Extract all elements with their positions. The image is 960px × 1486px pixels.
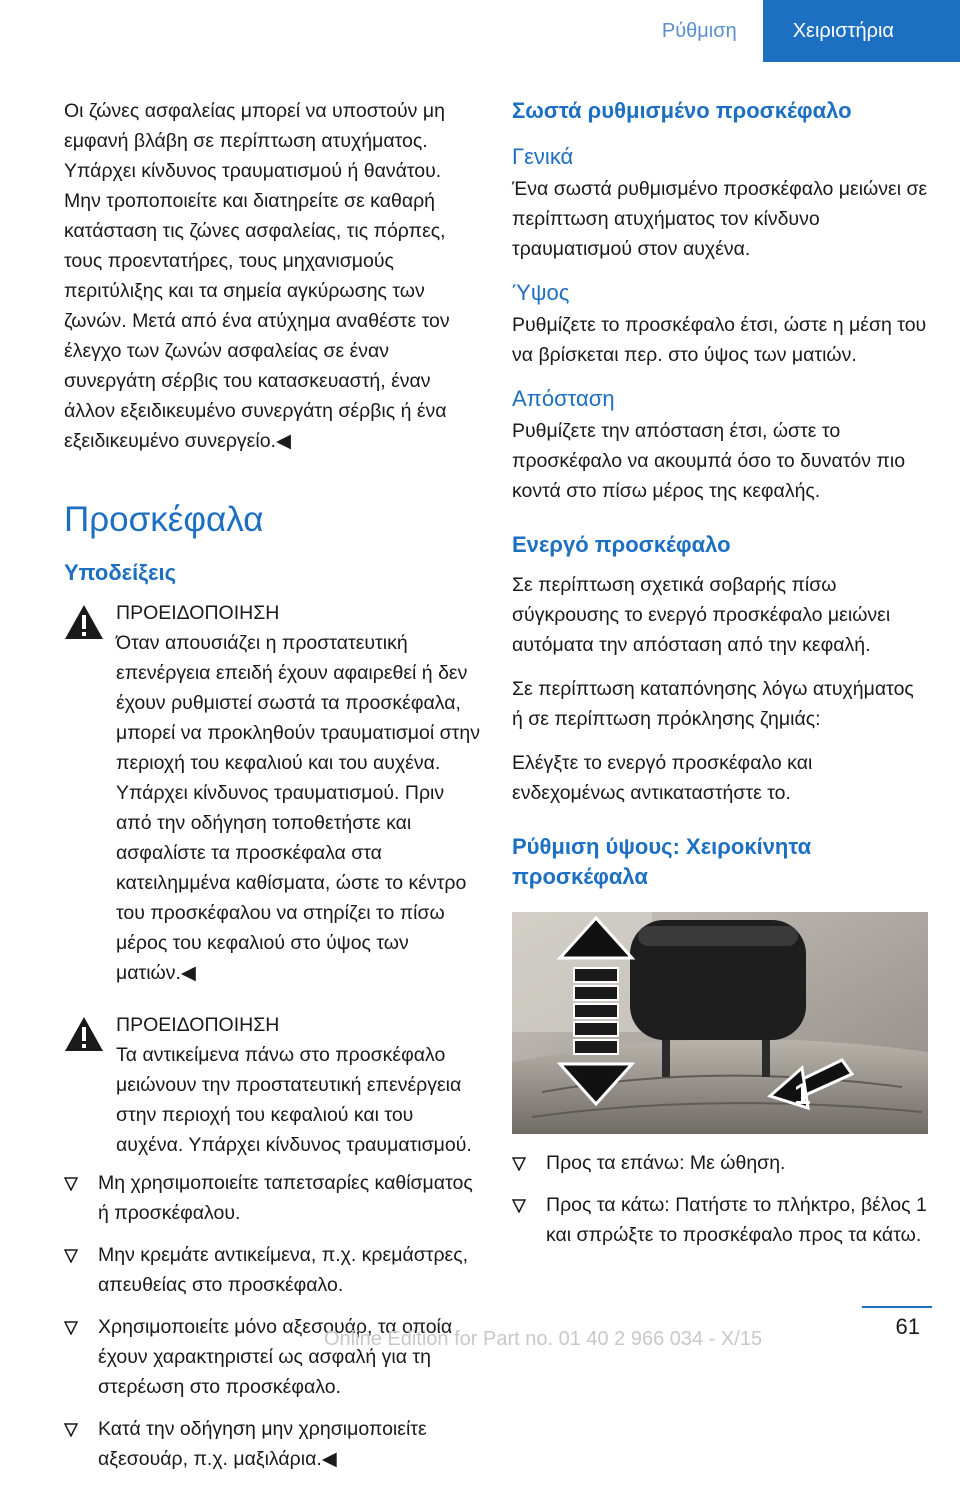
active-text-2: Σε περίπτωση καταπόνησης λόγω ατυχήματος ή σε περίπτωση πρόκλησης ζημιάς: <box>512 678 914 730</box>
list-item-text: Προς τα επάνω: Με ώθηση. <box>546 1152 786 1174</box>
tab-chapter[interactable]: Χειριστήρια <box>763 0 960 62</box>
distance-text: Ρυθμίζετε την απόσταση έτσι, ώστε το προσκέφαλο να ακουμπά όσο το δυνατόν πιο κοντά στο πίσω μέρος της κεφαλής. <box>512 420 906 502</box>
list-item-text: Χρησιμοποιείτε μόνο αξεσουάρ, τα οποία έχουν χαρακτηριστεί ως ασφαλή για τη στερέωση στο προσκέφαλο. <box>98 1316 453 1398</box>
triangle-bullet-icon <box>64 1321 78 1335</box>
subsection-title: Υποδείξεις <box>64 560 177 585</box>
list-item-text: Μην κρεμάτε αντικείμενα, π.χ. κρεμάστρες, απευθείας στο προσκέφαλο. <box>98 1244 469 1296</box>
warning-icon <box>64 1016 104 1052</box>
warning-text: Όταν απουσιάζει η προστατευτική επενέργεια επειδή έχουν αφαιρεθεί ή δεν έχουν ρυθμιστεί σωστά τα προσκέφαλα, μπορεί να προκληθούν τραυματισμοί στην περιοχή του κεφαλιού και του αυχένα. Υπάρχει κίνδυνος τραυματισμού. Πριν από την οδήγηση τοποθετήστε και ασφαλίστε τα προσκέφαλα στα κατειλημμένα καθίσματα, ώστε το κέντρο του προσκέφαλου να στηρίζει το πίσω μέρος του κεφαλιού στο ύψος των ματιών.◀ <box>116 632 480 984</box>
warning-block-1 <box>64 598 480 988</box>
active-text-1: Σε περίπτωση σχετικά σοβαρής πίσω σύγκρουσης το ενεργό προσκέφαλο μειώνει αυτόματα την απόσταση από την κεφαλή. <box>512 574 891 656</box>
list-item <box>512 1190 928 1250</box>
triangle-bullet-icon <box>64 1177 78 1191</box>
heading-correct-headrest: Σωστά ρυθμισμένο προσκέφαλο <box>512 98 852 123</box>
triangle-bullet-icon <box>512 1199 526 1213</box>
page-header <box>636 0 960 62</box>
warning-label: ΠΡΟΕΙΔΟΠΟΙΗΣΗ <box>116 602 280 624</box>
triangle-bullet-icon <box>64 1249 78 1263</box>
accessory-list <box>64 1168 480 1474</box>
list-item <box>64 1240 480 1300</box>
list-item-text: Κατά την οδήγηση μην χρησιμοποιείτε αξεσουάρ, π.χ. μαξιλάρια.◀ <box>98 1418 427 1470</box>
warning-icon <box>64 604 104 640</box>
list-item <box>64 1312 480 1402</box>
intro-paragraph: Οι ζώνες ασφαλείας μπορεί να υποστούν μη εμφανή βλάβη σε περίπτωση ατυχήματος. Υπάρχει κίνδυνος τραυματισμού ή θανάτου. Μην τροποποιείτε και διατηρείτε σε καθαρή κατάσταση τις ζώνες ασφαλείας, τις πόρπες, τους προεντατήρες, τους μηχανισμούς περιτύλιξης και τα σημεία αγκύρωσης των ζωνών. Μετά από ένα ατύχημα αναθέστε τον έλεγχο των ζωνών ασφαλείας σε έναν συνεργάτη σέρβις του κατασκευαστή, έναν άλλον εξειδικευμένο συνεργάτη σέρβις ή ένα εξειδικευμένο συνεργείο.◀ <box>64 100 450 452</box>
online-edition-note: Online Edition for Part no. 01 40 2 966 034 - X/15 <box>324 1328 763 1350</box>
section-title: Προσκέφαλα <box>64 500 264 539</box>
active-text-3: Ελέγξτε το ενεργό προσκέφαλο και ενδεχομένως αντικαταστήστε το. <box>512 752 813 804</box>
left-column <box>64 96 480 1486</box>
height-adjust-list <box>512 1148 928 1250</box>
list-item <box>64 1414 480 1474</box>
warning-text: Τα αντικείμενα πάνω στο προσκέφαλο μειώνουν την προστατευτική επενέργεια στην περιοχή του κεφαλιού και του αυχένα. Υπάρχει κίνδυνος τραυματισμού. <box>116 1044 472 1156</box>
triangle-bullet-icon <box>64 1423 78 1437</box>
height-text: Ρυθμίζετε το προσκέφαλο έτσι, ώστε η μέση του να βρίσκεται περ. στο ύψος των ματιών. <box>512 314 927 366</box>
page-number-rule <box>862 1306 932 1308</box>
headrest-photo <box>512 912 928 1134</box>
page-number: 61 <box>895 1314 920 1339</box>
tab-section[interactable]: Ρύθμιση <box>636 0 763 62</box>
general-text: Ένα σωστά ρυθμισμένο προσκέφαλο μειώνει σε περίπτωση ατυχήματος τον κίνδυνο τραυματισμού στον αυχένα. <box>512 178 928 260</box>
warning-block-2 <box>64 1010 480 1160</box>
list-item <box>512 1148 928 1178</box>
active-headrest-heading: Ενεργό προσκέφαλο <box>512 532 731 557</box>
list-item <box>64 1168 480 1228</box>
distance-title: Απόσταση <box>512 386 615 411</box>
right-column <box>512 96 928 1262</box>
list-item-text: Προς τα κάτω: Πατήστε το πλήκτρο, βέλος 1 και σπρώξτε το προσκέφαλο προς τα κάτω. <box>546 1194 927 1246</box>
triangle-bullet-icon <box>512 1157 526 1171</box>
height-title: Ύψος <box>512 280 570 305</box>
photo-callout-number: 1 <box>794 1078 811 1111</box>
warning-label: ΠΡΟΕΙΔΟΠΟΙΗΣΗ <box>116 1014 280 1036</box>
manual-height-heading: Ρύθμιση ύψους: Χειροκίνητα προσκέφαλα <box>512 834 812 889</box>
list-item-text: Μη χρησιμοποιείτε ταπετσαρίες καθίσματος ή προσκέφαλου. <box>98 1172 473 1224</box>
general-title: Γενικά <box>512 144 574 169</box>
